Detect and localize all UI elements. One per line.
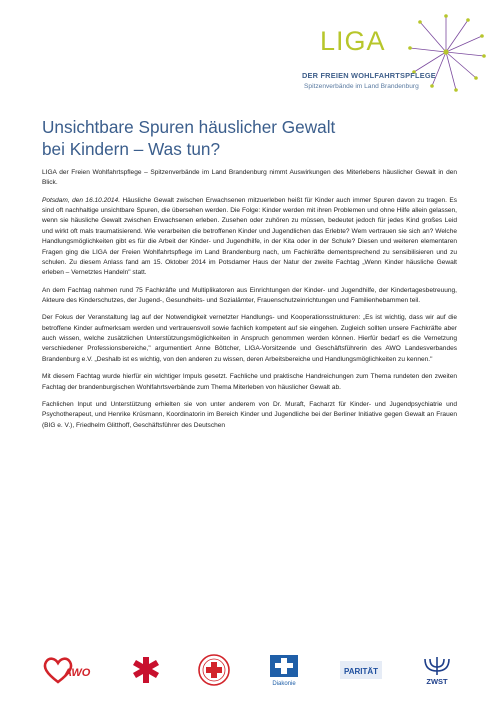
diakonie-logo [264,653,304,687]
partner-logos [42,650,457,690]
paritaet-text: PARITÄT [343,667,378,676]
page-title [42,116,462,160]
menorah-icon [417,653,457,687]
red-cross-logo [197,653,231,687]
awo-text: AWO [64,667,91,679]
awo-heart-icon [42,654,96,686]
red-cross-icon [197,653,231,687]
paritaet-logo [338,653,384,687]
dateline: Potsdam, den 16.10.2014. [42,196,121,204]
caritas-cross-icon [129,654,163,686]
paragraph: Fachlichen Input und Unterstützung erhielten sie von unter anderem von Dr. Muraft, Facharzt für Kinder- und Jugendpsychiatrie und Psychotherapeut, und Henrike Krüsmann, Koordinatorin im Bereich Kinder und Jugendliche bei der Berliner Initiative gegen Gewalt an Frauen (BIG e. V.), Friedhelm Glitthoff, Geschäftsführer des Deutschen [42,400,457,429]
paragraph-text: Häusliche Gewalt zwischen Erwachsenen mitzuerleben heißt für Kinder auch immer Spuren davon zu tragen. Es sind oft nachhaltige unsichtbare Spuren, die übersehen werden. Die Folge: Kinder werden mit ihren Problemen und ohne Hilfe allein gelassen, wenn sie häusliche Gewalt zwischen Erwachsenen erleben. Zusehen oder zuhören zu müssen, bedeutet jedoch für jedes Kind großes Leid und wirkt oft mals traumatisierend. Wie verarbeiten die betroffenen Kinder und Jugendlichen das Erlebte? Wem vertrauen sie sich an? Welche Handlungsmöglichkeiten gibt es für die Arbeit der Kinder- und Jugendhilfe, in der Kita oder in der Schule? Diesen und weiteren elementaren Fragen ging die LIGA der Freien Wohlfahrtspflege im Land Brandenburg nach, um Fachkräfte dementsprechend zu sensibilisieren und zu schulen. Zu diesem Anlass fand am 15. Oktober 2014 im Potsdamer Haus der Natur der zweite Fachtag „Wenn Kinder häusliche Gewalt erleben – Vernetztes Handeln" statt. [42,196,457,277]
org-name: DER FREIEN WOHLFAHRTSPFLEGE [302,71,436,80]
zwst-text: ZWST [426,677,448,686]
awo-logo [42,653,96,687]
logo-word: LIGA [320,26,386,56]
lead-paragraph: LIGA der Freien Wohlfahrtspflege – Spitzenverbände im Land Brandenburg nimmt Auswirkungen des Miterlebens häuslicher Gewalt in den Blick. [42,169,457,187]
paritaet-icon [338,653,384,687]
diakonie-text: Diakonie [272,681,296,687]
paragraph: Der Fokus der Veranstaltung lag auf der Notwendigkeit vernetzter Handlungs- und Kooperationsstrukturen: „Es ist wichtig, dass wir auf die betroffene Kinder aufmerksam werden und vertrauensvoll sowie fachlich kompetent auf sie eingehen. Zugleich sollten unsere Fachkräfte aber auch wissen, welche zusätzlichen Unterstützungsmöglichkeiten in Anspruch genommen werden können. Hierfür bedarf es die Vernetzung verschiedener Professionsbereiche," argumentiert Anne Böttcher, LIGA-Vorsitzende und Geschäftsführerin des AWO Landesverbandes Brandenburg e.V. „Deshalb ist es wichtig, von den anderen zu wissen, deren Arbeitsbereiche und Handlungsmöglichkeiten zu kennen." [42,314,457,363]
title-line-2: bei Kindern – Was tun? [42,139,221,159]
paragraph [42,196,457,279]
liga-logo [288,12,488,104]
starburst-icon [406,12,486,92]
paragraph: Mit diesem Fachtag wurde hierfür ein wichtiger Impuls gesetzt. Fachliche und praktische Handreichungen zum Thema rundeten den zweiten Fachtag der brandenburgischen Wohlfahrtsverbände zum Thema Miterleben von häuslicher Gewalt ab. [42,373,457,391]
diakonie-icon [264,653,304,687]
caritas-logo [129,653,163,687]
zwst-logo [417,653,457,687]
title-line-1: Unsichtbare Spuren häuslicher Gewalt [42,117,336,137]
org-subtitle: Spitzenverbände im Land Brandenburg [304,83,419,90]
article-body [42,168,457,438]
paragraph: An dem Fachtag nahmen rund 75 Fachkräfte und Multiplikatoren aus Einrichtungen der Kinder- und Jugendhilfe, der Kindertagesbetreuung, Akteure des Kinderschutzes, der Jugend-, Gesundheits- und Sozialämter, Frauenschutzeinrichtungen und Familienhebammen teil. [42,286,457,305]
